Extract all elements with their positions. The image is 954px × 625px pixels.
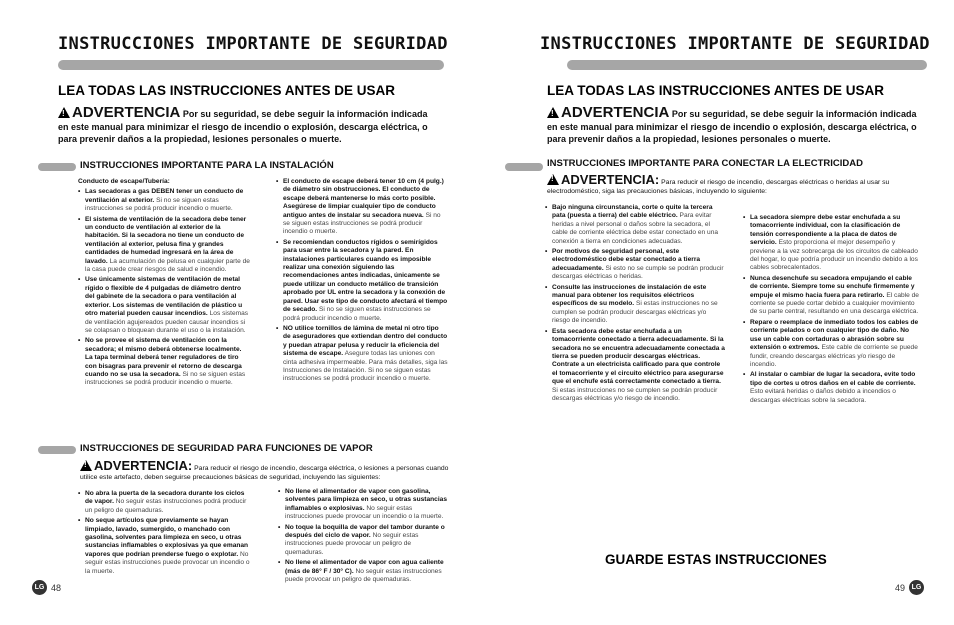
list-item <box>276 239 448 323</box>
list-item <box>743 319 921 369</box>
list-item <box>545 248 725 282</box>
item-bold-text: No seque artículos que previamente se hayan limpiado, lavado, sumergido, o manchado con gasolina, solventes para limpieza en seco, u otras sustancias inflamables o explosivas ya que emanan vapores que podrían prenderse fuego o explotar. <box>85 517 249 558</box>
item-bold-text: Use únicamente sistemas de ventilación de metal rígido o flexible de 4 pulgadas de diámetro dentro del gabinete de la secadora o para ventilación al exterior. Los sistemas de ventilación de plástico u otro material pueden causar incendios. <box>85 276 243 318</box>
item-bold-text: NO utilice tornillos de lámina de metal ni otro tipo de aseguradores que extiendan dentro del conducto y puedan atrapar pelusa y reducir la eficiencia del sistema de escape. <box>283 324 448 358</box>
item-normal-text: Si no se siguen estas instrucciones se podrá producir incendio o muerte. <box>85 370 246 387</box>
steam-list-2 <box>278 488 450 584</box>
item-normal-text: Si no se siguen estas instrucciones se podrá producir incendio o muerte. <box>85 196 233 213</box>
list-item <box>278 524 450 558</box>
warning-block <box>547 104 919 146</box>
item-bold-text: No abra la puerta de la secadora durante los ciclos de vapor. <box>85 490 245 506</box>
item-normal-text: Asegure todas las uniones con cinta adhesiva impermeable. Para más detalles, siga las Instrucciones de Instalación. Si no se siguen estas instrucciones se podrá producir incendio o muerte. <box>283 350 448 383</box>
list-item <box>78 337 250 387</box>
install-list-2 <box>276 178 448 384</box>
warning-word: ADVERTENCIA <box>561 104 670 121</box>
item-bold-text: El sistema de ventilación de la secadora debe tener un conducto de ventilación al exterior de la habitación. Si la secadora no tiene un conducto de ventilación al exterior, pelusa fina y grandes cantidades de humedad ingresará en la área de lavado. <box>85 215 247 265</box>
item-bold-text: Esta secadora debe estar enchufada a un tomacorriente conectado a tierra adecuadamente. Si la secadora no se encuentra adecuadamente conectada a tierra se pueden producir descargas eléctricas. Contrate a un electricista calificado para que controle el tomacorriente y el circuito eléctrico para asegurarse que el enchufe está correctamente conectado a tierra. <box>552 327 725 386</box>
warning-triangle-icon <box>58 107 70 118</box>
electricity-list-2 <box>743 214 921 405</box>
lg-logo-icon: LG <box>32 580 47 595</box>
steam-warning-word: ADVERTENCIA: <box>94 458 193 473</box>
item-bold-text: La secadora siempre debe estar enchufada a su tomacorriente individual, con la clasificación de tensión correspondiente a la placa de datos de servicio. <box>750 214 901 247</box>
warning-lead: Por su seguridad, se debe seguir la información <box>671 109 878 119</box>
section-pill <box>38 163 76 171</box>
warning-block <box>58 104 438 146</box>
title-bar <box>567 60 927 70</box>
item-normal-text: La acumulación de pelusa en cualquier parte de la casa puede crear riesgos de salud e incendio. <box>85 257 250 274</box>
item-normal-text: Los sistemas de ventilación agujereados pueden causar incendios si se colapsan o bloquean durante el uso o la instalación. <box>85 310 249 334</box>
list-item <box>78 188 250 213</box>
read-instructions-heading: LEA TODAS LAS INSTRUCCIONES ANTES DE USAR <box>547 83 885 98</box>
item-bold-text: No se provee el sistema de ventilación con la secadora; el mismo deberá obtenerse localmente. La tapa terminal deberá tener reguladores de tiro con bisagras para prevenir el retorno de descarga cuando no se usa la secadora. <box>85 337 242 378</box>
item-bold-text: No toque la boquilla de vapor del tambor durante o después del ciclo de vapor. <box>285 523 445 540</box>
item-normal-text: Si esto no se cumple se podrán producir descargas eléctricas o heridas. <box>552 264 724 281</box>
page-number <box>32 580 61 595</box>
item-normal-text: Esto evitará heridas o daños debido a incendios o descargas eléctricas sobre la secadora. <box>750 388 896 404</box>
duct-heading: Conducto de escape/Tubería: <box>78 178 170 185</box>
electricity-list-1 <box>545 204 725 403</box>
item-bold-text: Las secadoras a gas DEBEN tener un conducto de ventilación al exterior. <box>85 188 244 204</box>
page-number-text: 49 <box>894 582 905 593</box>
item-normal-text: No seguir estas instrucciones podrá producir un peligro de quemaduras. <box>85 498 247 514</box>
list-item <box>278 488 450 522</box>
item-bold-text: Repare o reemplace de inmediato todos los cables de corriente pelados o con cualquier tipo de daño. No use un cable con cortaduras o abrasión sobre su extensión o extremos. <box>750 318 919 352</box>
warning-word: ADVERTENCIA <box>72 104 181 121</box>
page-number-text: 48 <box>51 582 62 593</box>
electricity-section-heading: INSTRUCCIONES IMPORTANTE PARA CONECTAR LA ELECTRICIDAD <box>547 158 863 169</box>
section-pill <box>505 163 543 171</box>
install-section-heading: INSTRUCCIONES IMPORTANTE PARA LA INSTALACIÓN <box>80 160 334 171</box>
warning-text: indicada en este manual para minimizar el riesgo de incendio o explosión, descarga eléctrica, o para prevenir daños a la propiedad, lesiones personales o muerte. <box>547 109 917 144</box>
item-normal-text: Esto proporciona el mejor desempeño y previene a la vez sobrecarga de los circuitos de cableado del hogar, lo que podría producir un incendio debido a los cables sobrecalentados. <box>750 239 918 272</box>
read-instructions-heading: LEA TODAS LAS INSTRUCCIONES ANTES DE USAR <box>58 83 396 98</box>
list-item <box>278 559 450 584</box>
list-item <box>78 276 250 335</box>
item-normal-text: Para evitar heridas a nivel personal o daños sobre la secadora, el cable de corriente eléctrica debe estar conectado en una conexión a tierra en condiciones adecuadas. <box>552 212 719 245</box>
steam-warning-text: Para reducir el riesgo de incendio, descarga eléctrica, o lesiones a personas cuando utilice este artefacto, deben seguirse precauciones básicas de seguridad, incluyendo las siguientes: <box>80 465 449 481</box>
item-normal-text: No seguir estas instrucciones puede provocar un incendio o la muerte. <box>285 504 444 521</box>
right-page <box>477 0 954 625</box>
list-item <box>743 214 921 273</box>
item-normal-text: No seguir estas instrucciones puede provocar un incendio o la muerte. <box>85 550 250 575</box>
steam-section-heading: INSTRUCCIONES DE SEGURIDAD PARA FUNCIONES DE VAPOR <box>80 443 373 454</box>
install-list-1 <box>78 188 250 387</box>
item-normal-text: No seguir estas instrucciones puede provocar un peligro de quemaduras. <box>285 567 442 584</box>
section-pill <box>38 446 76 454</box>
item-bold-text: Nunca desenchufe su secadora empujando el cable de corriente. Siempre tome su enchufe firmemente y empuje el mismo hacia fuera para retirarlo. <box>750 274 915 299</box>
electricity-column-2 <box>743 214 921 407</box>
list-item <box>78 517 252 576</box>
steam-warning-block <box>80 460 452 482</box>
warning-triangle-icon <box>80 460 92 471</box>
item-normal-text: El cable de corriente se puede cortar debido a cualquier movimiento de su parte central, resultando en una descarga eléctrica. <box>750 291 919 316</box>
list-item <box>276 178 448 237</box>
list-item <box>78 490 252 515</box>
lg-logo-icon: LG <box>909 580 924 595</box>
title-bar <box>58 60 444 70</box>
list-item <box>545 284 725 326</box>
steam-column-1 <box>78 490 252 578</box>
page-title: INSTRUCCIONES IMPORTANTE DE SEGURIDAD <box>58 34 448 54</box>
page-number <box>895 580 924 595</box>
item-normal-text: Si no se siguen estas instrucciones se podrá producir incendio o muerte. <box>283 306 431 322</box>
install-column-1 <box>78 178 250 390</box>
item-normal-text: Si no se siguen estas instrucciones se podrá producir incendio o muerte. <box>283 211 441 236</box>
item-bold-text: El conducto de escape deberá tener 10 cm (4 pulg.) de diámetro sin obstrucciones. El conducto de escape deberá mantenerse lo más corto posible. Asegúrese de limpiar cualquier tipo de conducto antiguo antes de instalar su secadora nueva. <box>283 178 444 219</box>
electricity-warning-word: ADVERTENCIA: <box>561 172 660 187</box>
electricity-warning-text: Para reducir el riesgo de incendio, descargas eléctricas o heridas al usar su electrodoméstico, siga las precauciones básicas, incluyendo lo siguiente: <box>547 179 890 195</box>
list-item <box>545 328 725 404</box>
item-normal-text: Si estas instrucciones no se cumplen se podrán producir descargas eléctricas y/o riesgo de incendio. <box>552 300 718 325</box>
steam-list-1 <box>78 490 252 576</box>
page-title: INSTRUCCIONES IMPORTANTE DE SEGURIDAD <box>540 34 930 54</box>
warning-triangle-icon <box>547 107 559 118</box>
item-normal-text: Este cable de corriente se puede fundir, creando descargas eléctricas y/o riesgo de incendio. <box>750 344 918 368</box>
item-bold-text: Por motivos de seguridad personal, este electrodoméstico debe estar conectado a tierra adecuadamente. <box>552 248 701 272</box>
warning-lead: Por su seguridad, se debe seguir la información <box>182 109 389 119</box>
electricity-warning-block <box>547 174 919 196</box>
item-bold-text: Bajo ninguna circunstancia, corte o quite la tercera pata (puesta a tierra) del cable eléctrico. <box>552 204 713 220</box>
install-column-2 <box>276 178 448 386</box>
list-item <box>78 216 250 275</box>
item-bold-text: Consulte las instrucciones de instalación de este manual para obtener los requisitos eléctricos específicos de su modelo. <box>552 283 707 308</box>
list-item <box>276 325 448 384</box>
save-instructions-text: GUARDE ESTAS INSTRUCCIONES <box>605 552 827 567</box>
warning-triangle-icon <box>547 174 559 185</box>
electricity-column-1 <box>545 204 725 405</box>
item-bold-text: Se recomiendan conductos rígidos o semirígidos para usar entre la secadora y la pared. En instalaciones particulares cuando es imposible realizar una conexión siguiendo las recomendaciones antes indicadas, únicamente se puede utilizar un conducto metálico de transición aprobado por UL entre la secadora y la conexión de pared. Usar este tipo de conducto afectará el tiempo de secado. <box>283 238 448 314</box>
item-normal-text: Si estas instrucciones no se cumplen se podrán producir descargas eléctricas y/o riesgo de incendio. <box>552 386 718 402</box>
steam-column-2 <box>278 488 450 586</box>
list-item <box>545 204 725 246</box>
item-bold-text: Al instalar o cambiar de lugar la secadora, evite todo tipo de cortes u otros daños en el cable de corriente. <box>750 371 916 387</box>
warning-text: indicada en este manual para minimizar el riesgo de incendio o explosión, descarga eléctrica, o para prevenir daños a la propiedad, lesiones personales o muerte. <box>58 109 428 144</box>
item-bold-text: No llene el alimentador de vapor con agua caliente (más de 86° F / 30° C). <box>285 559 444 575</box>
list-item <box>743 275 921 317</box>
list-item <box>743 371 921 405</box>
item-bold-text: No llene el alimentador de vapor con gasolina, solventes para limpieza en seco, u otras sustancias inflamables o explosivas. <box>285 488 447 512</box>
item-normal-text: No seguir estas instrucciones puede provocar un peligro de quemaduras. <box>285 532 419 556</box>
